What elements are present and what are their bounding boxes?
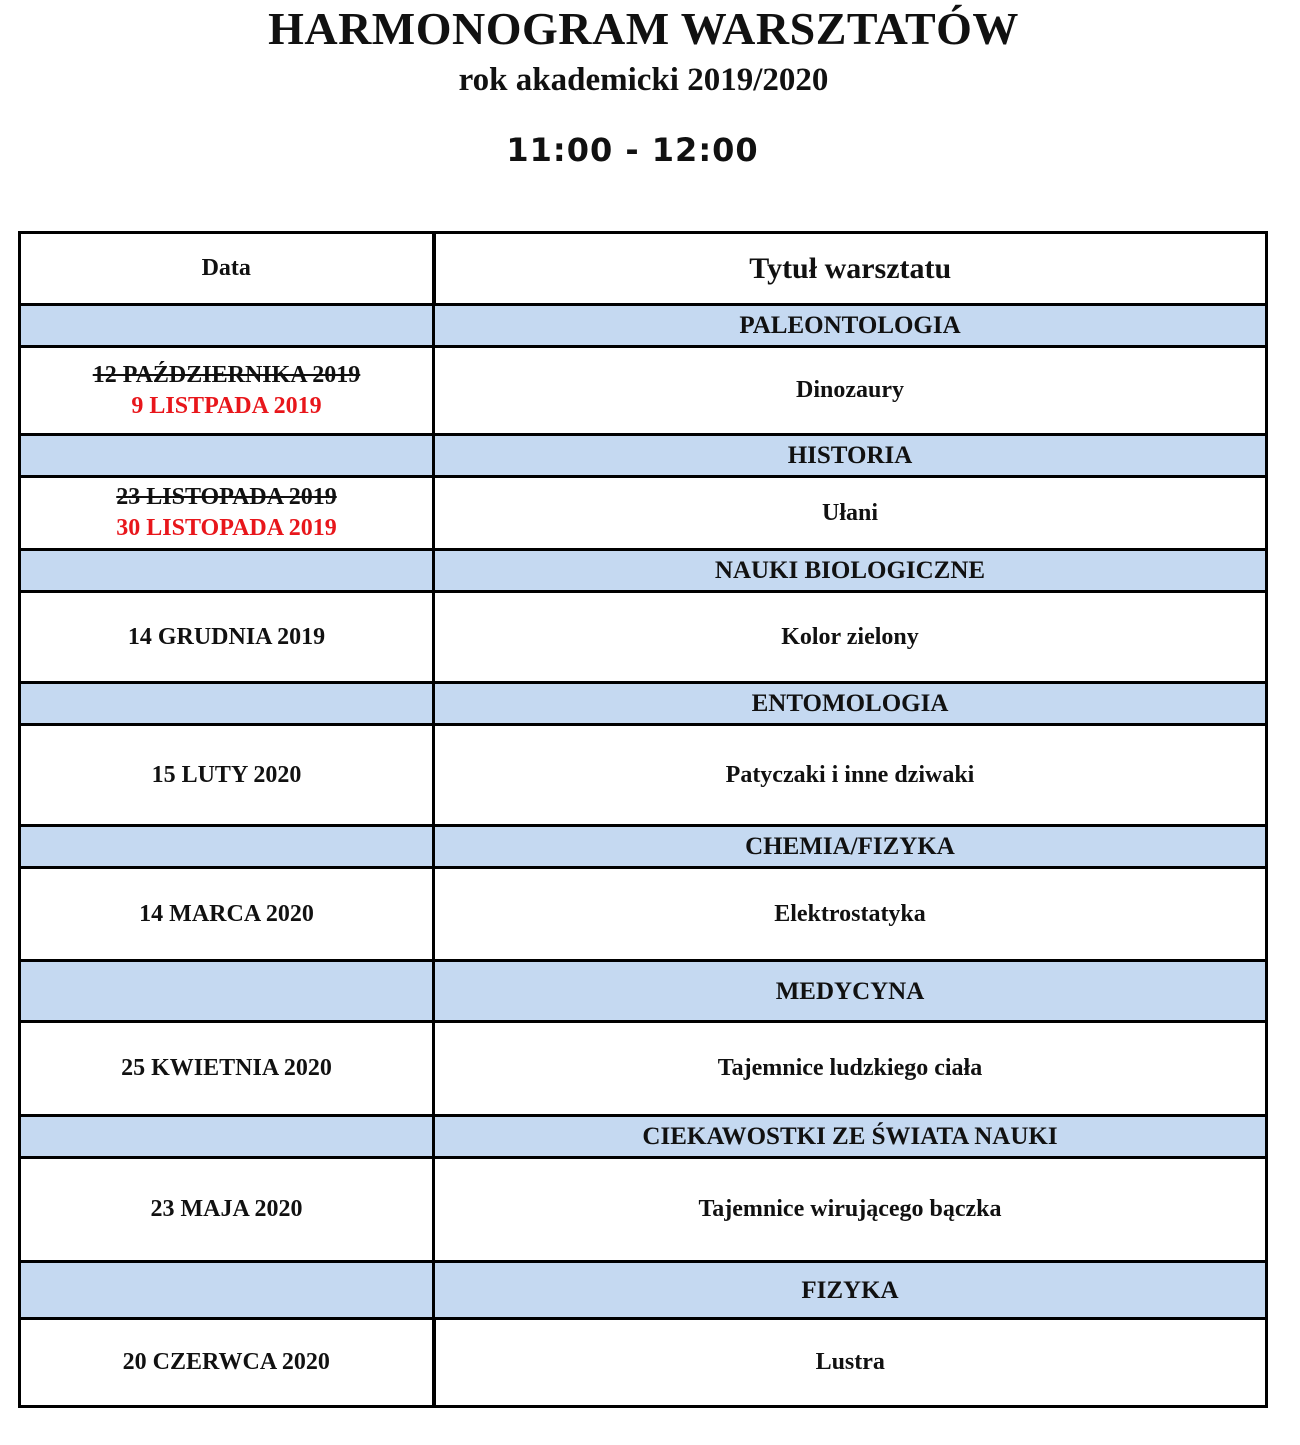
workshop-title: Tajemnice ludzkiego ciała — [434, 1022, 1267, 1116]
category-row — [20, 305, 1267, 347]
category-label: MEDYCYNA — [434, 961, 1267, 1022]
table-row — [20, 725, 1267, 826]
schedule-table — [18, 231, 1268, 1408]
category-row — [20, 1262, 1267, 1319]
table-row — [20, 868, 1267, 961]
category-empty-cell — [20, 305, 434, 347]
table-row — [20, 347, 1267, 435]
date-cell: 25 KWIETNIA 2020 — [20, 1022, 434, 1116]
category-label: FIZYKA — [434, 1262, 1267, 1319]
category-row — [20, 550, 1267, 592]
workshop-title: Kolor zielony — [434, 592, 1267, 683]
date-cell — [20, 477, 434, 550]
date-cell: 15 LUTY 2020 — [20, 725, 434, 826]
column-header-date: Data — [20, 233, 434, 305]
category-empty-cell — [20, 1262, 434, 1319]
page-title: HARMONOGRAM WARSZTATÓW — [268, 3, 1019, 54]
table-row — [20, 592, 1267, 683]
category-empty-cell — [20, 826, 434, 868]
category-row — [20, 961, 1267, 1022]
category-empty-cell — [20, 435, 434, 477]
new-date: 30 LISTOPADA 2019 — [116, 515, 337, 541]
date-cell: 14 GRUDNIA 2019 — [20, 592, 434, 683]
category-empty-cell — [20, 1116, 434, 1158]
new-date: 9 LISTPADA 2019 — [131, 392, 322, 419]
academic-year: rok akademicki 2019/2020 — [458, 62, 829, 98]
date-cell: 20 CZERWCA 2020 — [20, 1319, 434, 1407]
category-row — [20, 683, 1267, 725]
workshop-title: Dinozaury — [434, 347, 1267, 435]
cancelled-date: 12 PAŹDZIERNIKA 2019 — [92, 361, 361, 388]
category-row — [20, 435, 1267, 477]
category-row — [20, 1116, 1267, 1158]
category-label: ENTOMOLOGIA — [434, 683, 1267, 725]
cancelled-date: 23 LISTOPADA 2019 — [116, 484, 337, 510]
workshop-title: Elektrostatyka — [434, 868, 1267, 961]
category-empty-cell — [20, 683, 434, 725]
table-header-row — [20, 233, 1267, 305]
workshop-hours: 11:00 - 12:00 — [506, 131, 759, 169]
category-label: CIEKAWOSTKI ZE ŚWIATA NAUKI — [434, 1116, 1267, 1158]
date-cell — [20, 347, 434, 435]
workshop-title: Patyczaki i inne dziwaki — [434, 725, 1267, 826]
table-row — [20, 1319, 1267, 1407]
category-label: PALEONTOLOGIA — [434, 305, 1267, 347]
date-cell: 14 MARCA 2020 — [20, 868, 434, 961]
column-header-title: Tytuł warsztatu — [434, 233, 1267, 305]
table-row — [20, 1158, 1267, 1262]
category-row — [20, 826, 1267, 868]
workshop-title: Lustra — [434, 1319, 1267, 1407]
table-row — [20, 477, 1267, 550]
category-empty-cell — [20, 961, 434, 1022]
category-empty-cell — [20, 550, 434, 592]
workshop-title: Ułani — [434, 477, 1267, 550]
category-label: HISTORIA — [434, 435, 1267, 477]
category-label: CHEMIA/FIZYKA — [434, 826, 1267, 868]
workshop-title: Tajemnice wirującego bączka — [434, 1158, 1267, 1262]
category-label: NAUKI BIOLOGICZNE — [434, 550, 1267, 592]
table-row — [20, 1022, 1267, 1116]
date-cell: 23 MAJA 2020 — [20, 1158, 434, 1262]
